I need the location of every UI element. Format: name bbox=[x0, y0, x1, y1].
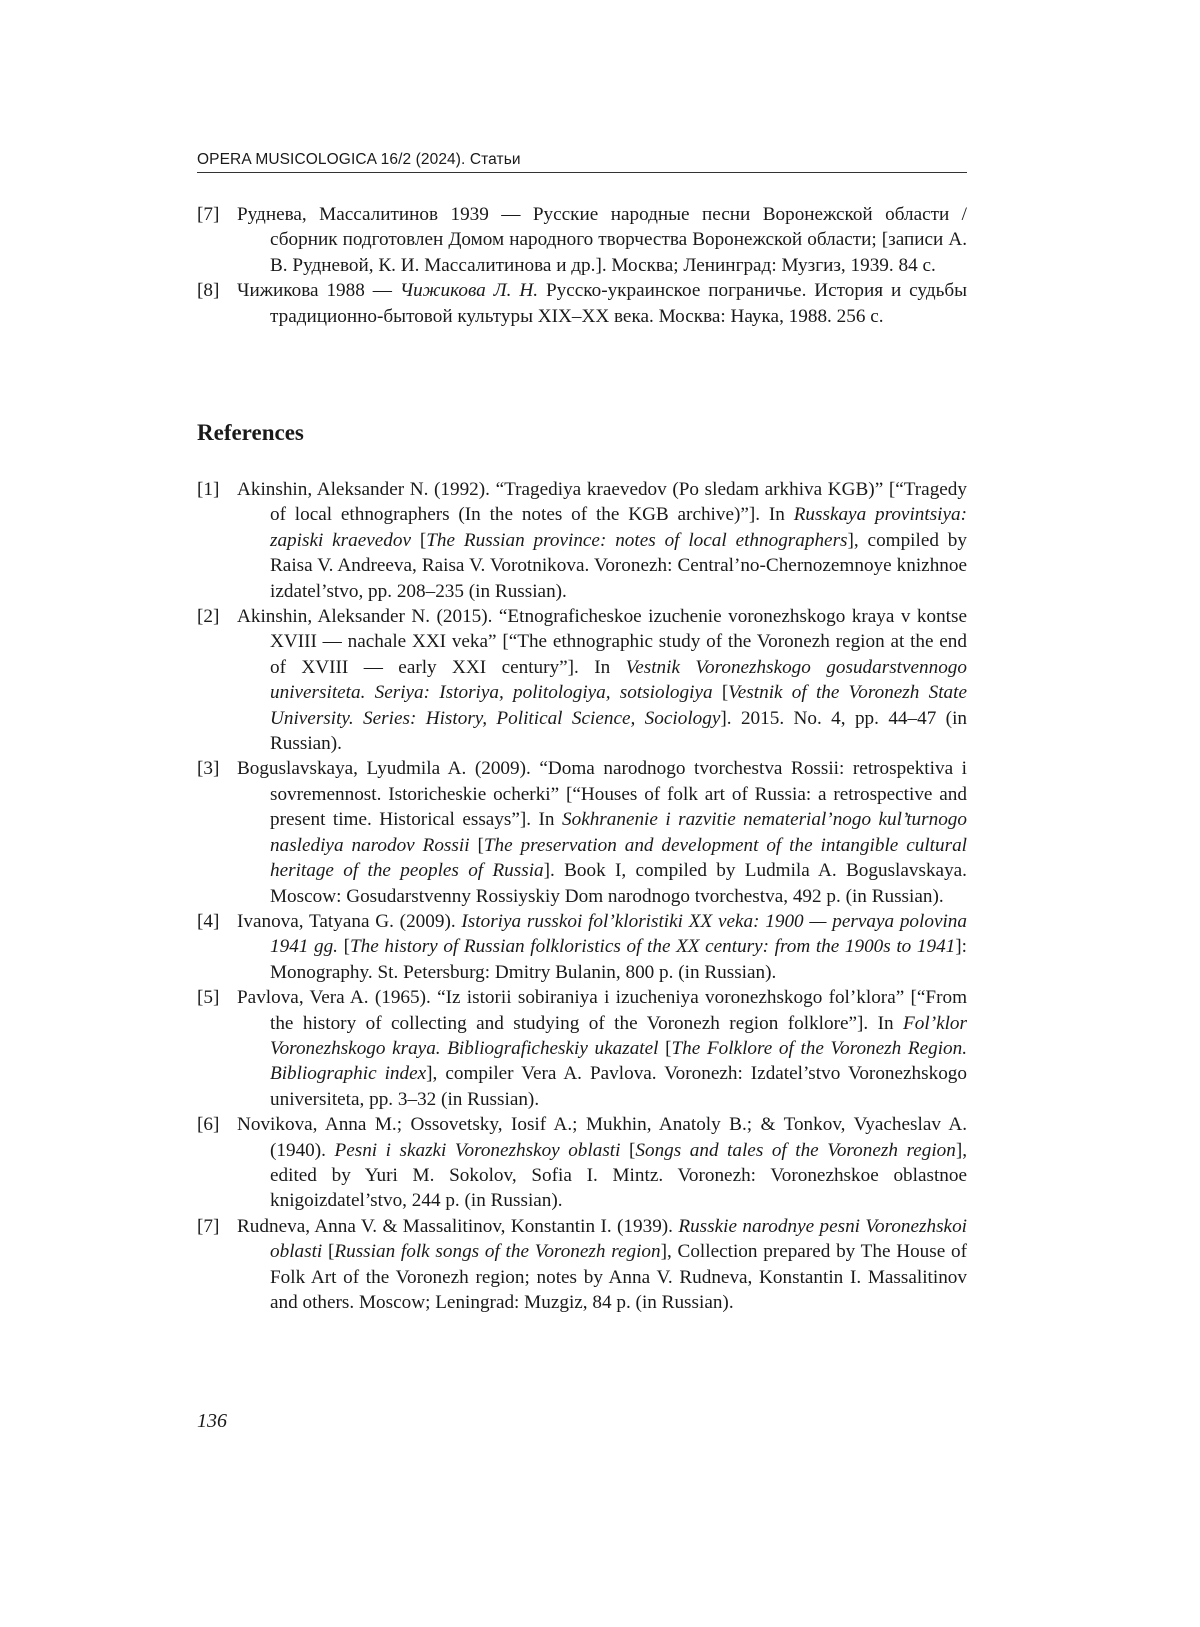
references-heading: References bbox=[197, 420, 304, 445]
reference-title-italic: Russian folk songs of the Voronezh region bbox=[334, 1241, 661, 1263]
reference-text: Ivanova, Tatyana G. (2009). bbox=[237, 910, 462, 932]
reference-title-italic: The preservation and development of the intangible cultural heritage of the peoples of Russia bbox=[270, 834, 968, 882]
reference-title-italic: Fol’klor Voronezhskogo kraya. Bibliograficheskiy ukazatel bbox=[270, 1012, 967, 1059]
reference-number: [5] bbox=[197, 987, 220, 1009]
reference-item bbox=[197, 477, 967, 604]
reference-text: ]: Monography. St. Petersburg: Dmitry Bulanin, 800 p. (in Russian). bbox=[270, 936, 968, 983]
reference-number: [8] bbox=[197, 280, 220, 302]
reference-text: ]. Book I, compiled by Ludmila A. Boguslavskaya. Moscow: Gosudarstvenny Rossiyskiy Dom narodnogo tvorchestva, 492 p. (in Russian). bbox=[270, 860, 967, 907]
reference-number: [4] bbox=[197, 910, 220, 932]
running-header: OPERA MUSICOLOGICA 16/2 (2024). Статьи bbox=[197, 151, 521, 168]
english-reference-list bbox=[197, 477, 967, 1315]
reference-title-italic: Sokhranenie i razvitie nematerial’nogo kul’turnogo naslediya narodov Rossii bbox=[270, 809, 967, 856]
reference-text: ]. 2015. No. 4, pp. 44–47 (in Russian). bbox=[270, 707, 968, 755]
reference-text: Novikova, Anna M.; Ossovetsky, Iosif A.; Mukhin, Anatoly B.; & Tonkov, Vyacheslav A. (1940). bbox=[237, 1114, 967, 1161]
reference-number: [6] bbox=[197, 1114, 220, 1136]
reference-title-italic: Russkie narodnye pesni Voronezhskoi oblasti bbox=[270, 1215, 967, 1263]
reference-number: [1] bbox=[197, 479, 220, 500]
reference-title-italic: Vestnik Voronezhskogo gosudarstvennogo universiteta. Seriya: Istoriya, politologiya, sotsiologiya bbox=[270, 656, 967, 704]
reference-text: ], edited by Yuri M. Sokolov, Sofia I. Mintz. Voronezh: Voronezhskoe oblastnoe knigoizdatel’stvo, 244 p. (in Russian). bbox=[270, 1139, 968, 1212]
reference-title-italic: Songs and tales of the Voronezh region bbox=[635, 1139, 956, 1161]
reference-text: ], compiler Vera A. Pavlova. Voronezh: Izdatel’stvo Voronezhskogo universiteta, pp. 3–32 (in Russian). bbox=[270, 1063, 967, 1110]
reference-text: Boguslavskaya, Lyudmila A. (2009). “Doma narodnogo tvorchestva Rossii: retrospektiva i sovremennost. Istoricheskie ocherki” [“Houses of folk art of Russia: a retrospective and present time. Historical essays”]. In bbox=[237, 758, 967, 831]
reference-title-italic: Чижикова Л. Н. bbox=[399, 280, 539, 302]
reference-text: Русско-украинское пограничье. История и судьбы традиционно-бытовой культуры XIX–XX века. Москва: Наука, 1988. 256 с. bbox=[270, 280, 967, 327]
reference-text: ], Collection prepared by The House of Folk Art of the Voronezh region; notes by Anna V. Rudneva, Konstantin I. Massalitinov and others. Moscow; Leningrad: Muzgiz, 84 p. (in Russian). bbox=[270, 1241, 967, 1313]
reference-number: [2] bbox=[197, 606, 220, 628]
reference-title-italic: The history of Russian folkloristics of the XX century: from the 1900s to 1941 bbox=[350, 936, 956, 958]
page-number: 136 bbox=[197, 1410, 227, 1432]
reference-item bbox=[197, 1214, 967, 1316]
reference-text: Чижикова 1988 — bbox=[237, 280, 400, 302]
reference-text: [ bbox=[620, 1139, 636, 1161]
reference-title-italic: Pesni i skazki Voronezhskoy oblasti bbox=[334, 1139, 621, 1161]
reference-text: Rudneva, Anna V. & Massalitinov, Konstantin I. (1939). bbox=[237, 1215, 679, 1237]
reference-text: Akinshin, Aleksander N. (2015). “Etnograficheskoe izuchenie voronezhskogo kraya v kontse XVIII — nachale XXI veka” [“The ethnographic study of the Voronezh region at the end of XVIII — early XXI century”]. In bbox=[237, 606, 967, 678]
reference-number: [3] bbox=[197, 758, 220, 780]
reference-title-italic: Russkaya provintsiya: zapiski kraevedov bbox=[270, 504, 967, 551]
reference-item bbox=[197, 756, 967, 908]
reference-title-italic: Istoriya russkoi fol’kloristiki XX veka: 1900 — pervaya polovina 1941 gg. bbox=[270, 910, 967, 958]
reference-number: [7] bbox=[197, 1215, 220, 1237]
reference-text: [ bbox=[658, 1037, 672, 1059]
reference-item bbox=[197, 985, 967, 1112]
reference-text: ], compiled by Raisa V. Andreeva, Raisa V. Vorotnikova. Voronezh: Central’no-Chernozemnoye knizhnoe izdatel’stvo, pp. 208–235 (in Russian). bbox=[270, 529, 967, 602]
reference-text: Руднева, Массалитинов 1939 — Русские народные песни Воронежской области / сборник подготовлен Домом народного творчества Воронежской области; [записи А. В. Рудневой, К. И. Массалитинова и др.]. Москва; Ленинград: Музгиз, 1939. 84 с. bbox=[237, 204, 967, 276]
header-rule bbox=[197, 172, 967, 173]
reference-title-italic: The Russian province: notes of local ethnographers bbox=[426, 529, 848, 551]
reference-item bbox=[197, 1112, 967, 1214]
reference-item bbox=[197, 202, 967, 278]
reference-text: [ bbox=[712, 682, 729, 704]
reference-title-italic: The Folklore of the Voronezh Region. Bibliographic index bbox=[270, 1037, 968, 1085]
reference-text: [ bbox=[322, 1241, 335, 1263]
reference-text: [ bbox=[411, 529, 427, 551]
reference-item bbox=[197, 909, 967, 985]
reference-number: [7] bbox=[197, 204, 220, 225]
reference-title-italic: Vestnik of the Voronezh State University. Series: History, Political Science, Sociology bbox=[270, 682, 967, 729]
reference-item bbox=[197, 278, 967, 329]
reference-text: [ bbox=[337, 936, 350, 958]
reference-text: [ bbox=[469, 834, 484, 856]
reference-text: Pavlova, Vera A. (1965). “Iz istorii sobiraniya i izucheniya voronezhskogo fol’klora” [“From the history of collecting and studying of the Voronezh region folklore”]. In bbox=[237, 987, 967, 1034]
reference-text: Akinshin, Aleksander N. (1992). “Tragediya kraevedov (Po sledam arkhiva KGB)” [“Tragedy of local ethnographers (In the notes of the KGB archive)”]. In bbox=[237, 479, 967, 526]
reference-item bbox=[197, 604, 967, 756]
russian-reference-list bbox=[197, 202, 967, 329]
